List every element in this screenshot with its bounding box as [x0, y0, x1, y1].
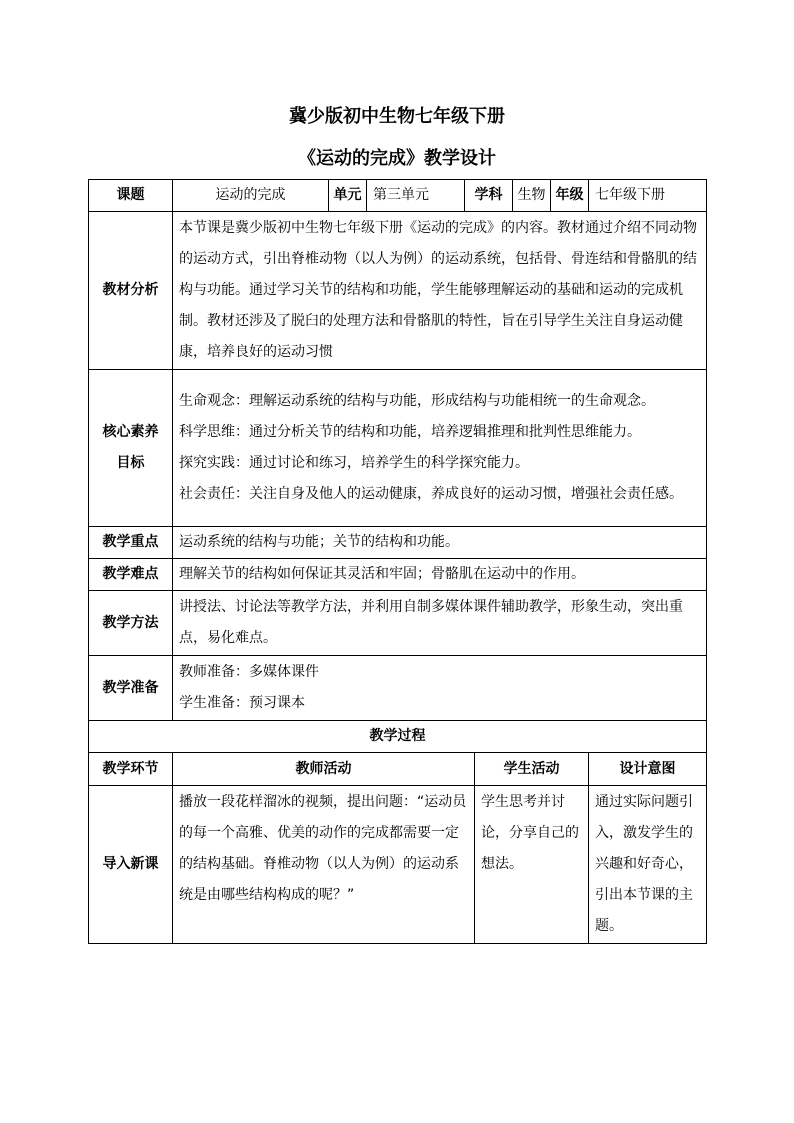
analysis-row [89, 212, 707, 370]
topic-label: 课题 [89, 180, 173, 212]
header-student-activity: 学生活动 [475, 753, 589, 786]
unit-label: 单元 [329, 180, 367, 212]
process-row [89, 786, 707, 944]
preparation-label: 教学准备 [89, 656, 173, 721]
process-teacher-activity: 播放一段花样溜冰的视频，提出问题：“运动员的每一个高雅、优美的动作的完成都需要一定的结构基础。脊椎动物（以人为例）的运动系统是由哪些结构构成的呢？” [173, 786, 475, 944]
goal-item: 生命观念：理解运动系统的结构与功能，形成结构与功能相统一的生命观念。 [179, 393, 655, 409]
analysis-text: 本节课是冀少版初中生物七年级下册《运动的完成》的内容。教材通过介绍不同动物的运动方式，引出脊椎动物（以人为例）的运动系统，包括骨、骨连结和骨骼肌的结构与功能。通过学习关节的结构和功能，学生能够理解运动的基础和运动的完成机制。教材还涉及了脱臼的处理方法和骨骼肌的特性，旨在引导学生关注自身运动健康，培养良好的运动习惯 [173, 212, 707, 370]
goal-item: 探究实践：通过讨论和练习，培养学生的科学探究能力。 [179, 455, 529, 471]
key-points-label: 教学重点 [89, 527, 173, 559]
process-stage: 导入新课 [89, 786, 173, 944]
teacher-preparation: 教师准备：多媒体课件 [179, 664, 319, 680]
info-row [89, 180, 707, 212]
difficulties-row [89, 559, 707, 591]
process-title-row [89, 721, 707, 753]
grade-value: 七年级下册 [589, 180, 707, 212]
grade-label: 年级 [551, 180, 589, 212]
process-title: 教学过程 [89, 721, 707, 753]
student-preparation: 学生准备：预习课本 [179, 695, 305, 711]
subject-label: 学科 [465, 180, 513, 212]
header-design-intent: 设计意图 [589, 753, 707, 786]
methods-row [89, 591, 707, 656]
methods-text: 讲授法、讨论法等教学方法，并利用自制多媒体课件辅助教学，形象生动，突出重点，易化难点。 [173, 591, 707, 656]
unit-value: 第三单元 [367, 180, 465, 212]
process-design-intent: 通过实际问题引入，激发学生的兴趣和好奇心，引出本节课的主题。 [589, 786, 707, 944]
difficulties-text: 理解关节的结构如何保证其灵活和牢固；骨骼肌在运动中的作用。 [173, 559, 707, 591]
difficulties-label: 教学难点 [89, 559, 173, 591]
subject-value: 生物 [513, 180, 551, 212]
header-teacher-activity: 教师活动 [173, 753, 475, 786]
key-points-row [89, 527, 707, 559]
document-title: 冀少版初中生物七年级下册 [289, 106, 505, 127]
goal-item: 社会责任：关注自身及他人的运动健康，养成良好的运动习惯，增强社会责任感。 [179, 486, 683, 502]
analysis-label: 教材分析 [89, 212, 173, 370]
preparation-row [89, 656, 707, 721]
goals-label-line2: 目标 [116, 455, 145, 471]
lesson-plan-table [88, 179, 707, 944]
header-stage: 教学环节 [89, 753, 173, 786]
goals-list [173, 370, 707, 527]
goals-label-line1: 核心素养 [102, 424, 159, 440]
goal-item: 科学思维：通过分析关节的结构和功能，培养逻辑推理和批判性思维能力。 [179, 424, 641, 440]
goals-row [89, 370, 707, 527]
goals-label [89, 370, 173, 527]
process-header-row [89, 753, 707, 786]
key-points-text: 运动系统的结构与功能；关节的结构和功能。 [173, 527, 707, 559]
topic-value: 运动的完成 [173, 180, 329, 212]
methods-label: 教学方法 [89, 591, 173, 656]
document-subtitle: 《运动的完成》教学设计 [298, 148, 496, 169]
preparation-content [173, 656, 707, 721]
process-student-activity: 学生思考并讨论，分享自己的想法。 [475, 786, 589, 944]
